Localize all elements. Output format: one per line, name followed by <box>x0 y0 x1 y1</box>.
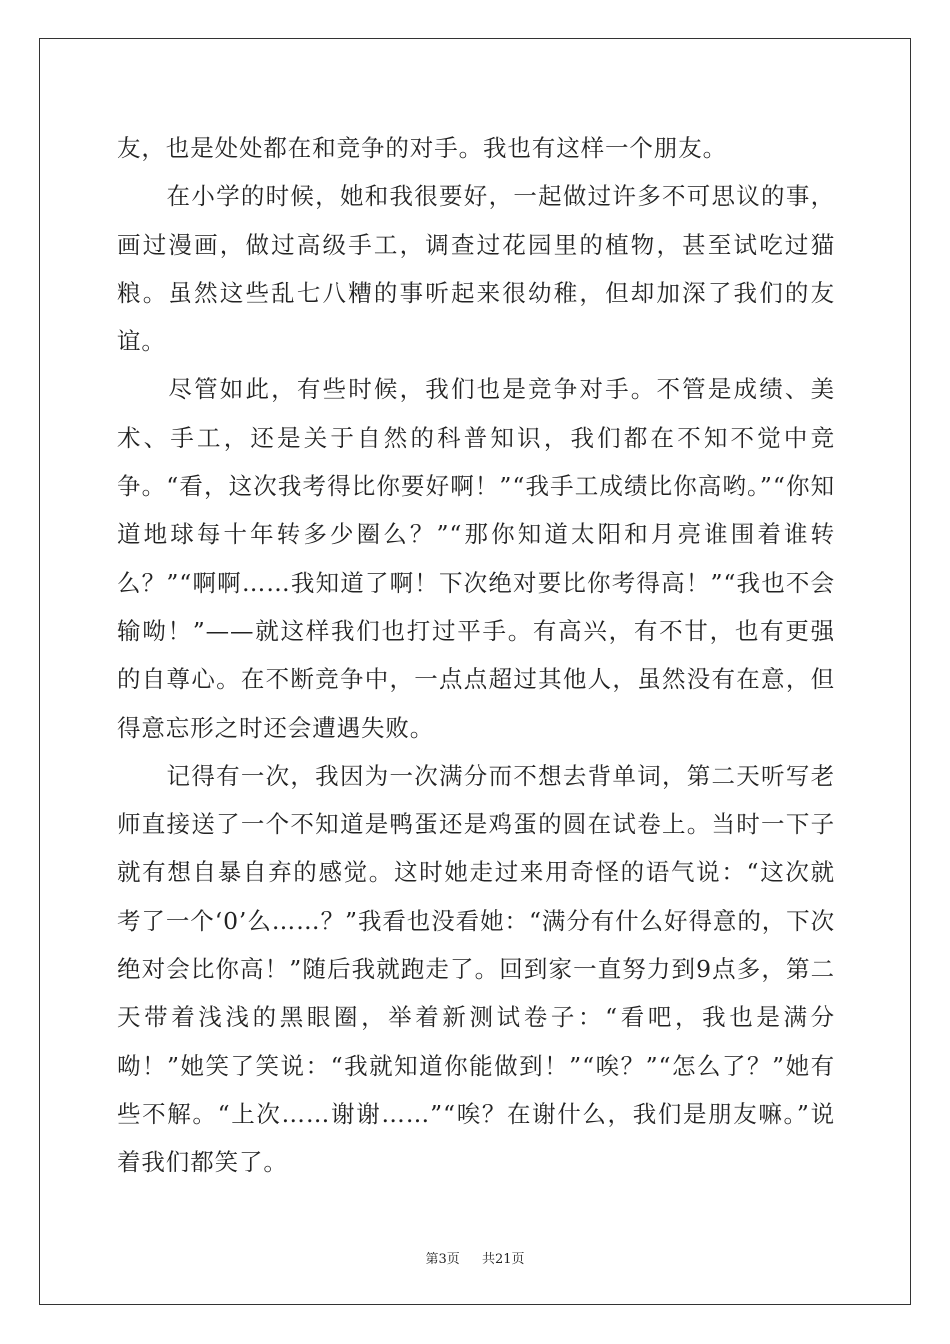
page-total: 共21页 <box>482 1252 525 1267</box>
paragraph-4: 记得有一次，我因为一次满分而不想去背单词，第二天听写老师直接送了一个不知道是鸭蛋还是鸡蛋的圆在试卷上。当时一下子就有想自暴自弃的感觉。这时她走过来用奇怪的语气说：“这次就考了一个‘0’么……？”我看也没看她：“满分有什么好得意的，下次绝对会比你高！”随后我就跑走了。回到家一直努力到9点多，第二天带着浅浅的黑眼圈，举着新测试卷子：“看吧，我也是满分呦！”她笑了笑说：“我就知道你能做到！”“唉？”“怎么了？”她有些不解。“上次……谢谢……”“唉？在谢什么，我们是朋友嘛。”说着我们都笑了。 <box>117 761 835 1177</box>
page-footer <box>0 1248 950 1267</box>
paragraph-3: 尽管如此，有些时候，我们也是竞争对手。不管是成绩、美术、手工，还是关于自然的科普知识，我们都在不知不觉中竞争。“看，这次我考得比你要好啊！”“我手工成绩比你高哟。”“你知道地球每十年转多少圈么？”“那你知道太阳和月亮谁围着谁转么？”“啊啊……我知道了啊！下次绝对要比你考得高！”“我也不会输呦！”——就这样我们也打过平手。有高兴，有不甘，也有更强的自尊心。在不断竞争中，一点点超过其他人，虽然没有在意，但得意忘形之时还会遭遇失败。 <box>117 375 835 742</box>
paragraph-1: 友，也是处处都在和竞争的对手。我也有这样一个朋友。 <box>117 134 727 162</box>
page-number: 第3页 <box>425 1252 460 1267</box>
paragraph-2: 在小学的时候，她和我很要好，一起做过许多不可思议的事，画过漫画，做过高级手工，调查过花园里的植物，甚至试吃过猫粮。虽然这些乱七八糟的事听起来很幼稚，但却加深了我们的友谊。 <box>117 182 835 356</box>
document-body <box>117 124 835 1187</box>
